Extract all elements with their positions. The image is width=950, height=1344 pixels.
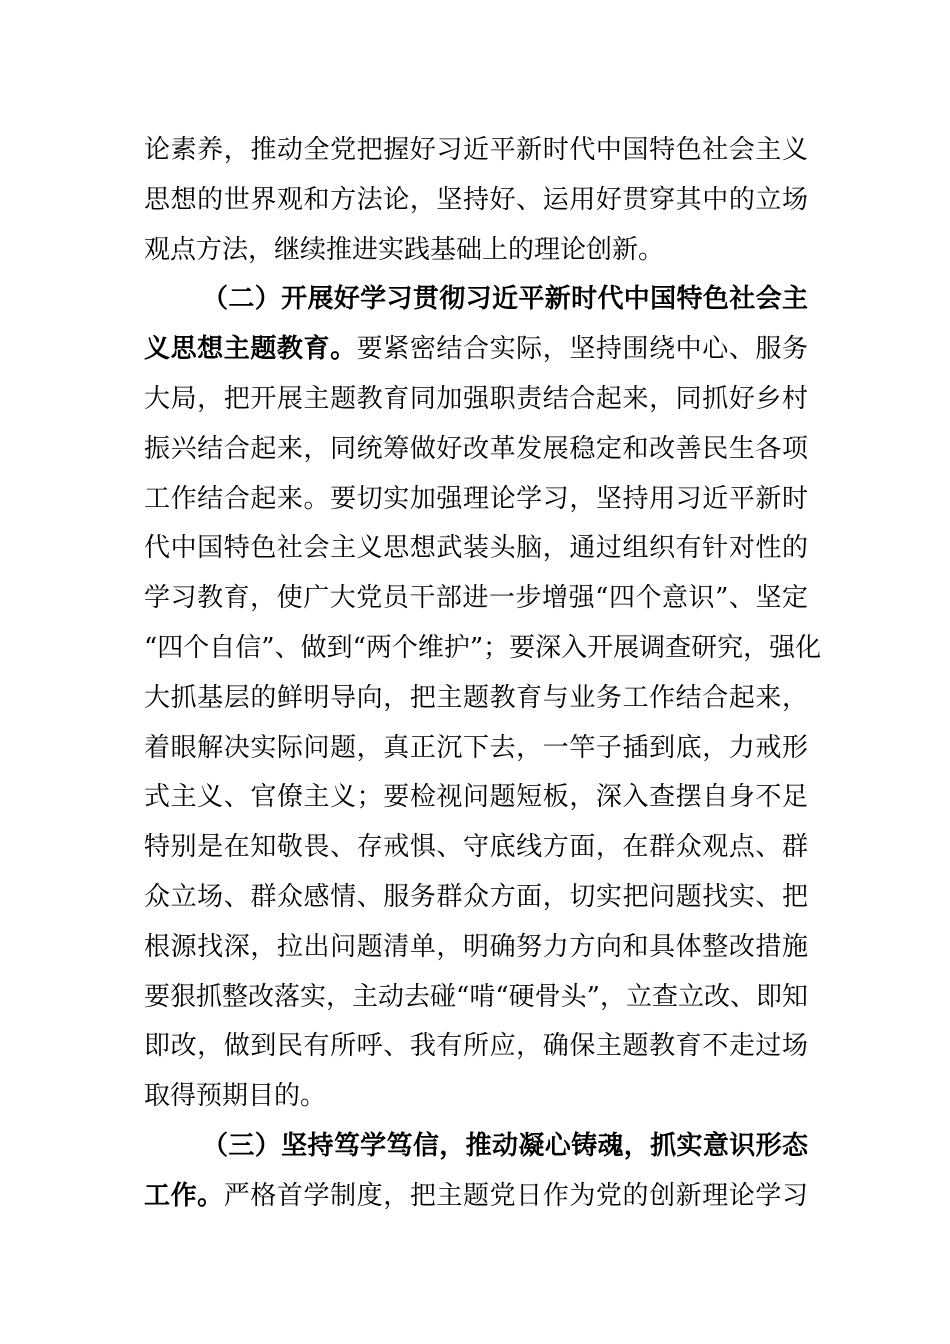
section-heading-line — [144, 275, 808, 325]
section-heading: （三）坚持笃学笃信，推动凝心铸魂，抓实意识形态 — [202, 1130, 808, 1161]
line-text: 学习教育，使广大党员干部进一步增强“四个意识”、坚定 — [144, 583, 808, 614]
text-line — [144, 674, 808, 724]
line-text: 特别是在知敬畏、存戒惧、守底线方面，在群众观点、群 — [144, 832, 808, 863]
section-heading-line — [144, 1122, 808, 1172]
line-text: 思想的世界观和方法论，坚持好、运用好贯穿其中的立场 — [144, 184, 808, 215]
text-line — [144, 176, 808, 226]
line-text: 即改，做到民有所呼、我有所应，确保主题教育不走过场 — [144, 1031, 808, 1062]
text-line — [144, 624, 822, 674]
line-text: 取得预期目的。 — [144, 1081, 327, 1112]
line-text: 大局，把开展主题教育同加强职责结合起来，同抓好乡村 — [144, 383, 808, 414]
body-text — [144, 126, 822, 1222]
line-text: 式主义、官僚主义；要检视问题短板，深入查摆自身不足 — [144, 782, 808, 813]
section-heading: （二）开展好学习贯彻习近平新时代中国特色社会主 — [202, 284, 808, 315]
line-text: 要狠抓整改落实，主动去碰“啃“硬骨头”，立查立改、即知 — [144, 981, 808, 1012]
text-line — [144, 574, 808, 624]
text-line — [144, 1172, 808, 1222]
line-text: 代中国特色社会主义思想武装头脑，通过组织有针对性的 — [144, 533, 808, 564]
line-text: “四个自信”、做到“两个维护”；要深入开展调查研究，强化 — [144, 632, 822, 663]
text-line — [144, 475, 808, 525]
line-text: 严格首学制度，把主题党日作为党的创新理论学习 — [223, 1180, 808, 1211]
line-text: 大抓基层的鲜明导向，把主题教育与业务工作结合起来， — [144, 682, 808, 713]
text-line — [144, 524, 808, 574]
line-text: 着眼解决实际问题，真正沉下去，一竿子插到底，力戒形 — [144, 732, 808, 763]
line-text: 工作结合起来。要切实加强理论学习，坚持用习近平新时 — [144, 483, 808, 514]
text-line — [144, 923, 808, 973]
line-text: 观点方法，继续推进实践基础上的理论创新。 — [144, 234, 665, 265]
text-line — [144, 1072, 808, 1122]
text-line — [144, 375, 808, 425]
text-line — [144, 126, 808, 176]
text-line — [144, 425, 808, 475]
text-line — [144, 1022, 808, 1072]
line-text: 众立场、群众感情、服务群众方面，切实把问题找实、把 — [144, 881, 808, 912]
section-heading: 工作。 — [144, 1180, 224, 1211]
text-line — [144, 325, 808, 375]
line-text: 要紧密结合实际，坚持围绕中心、服务 — [356, 334, 808, 365]
text-line — [144, 973, 808, 1023]
line-text: 振兴结合起来，同统筹做好改革发展稳定和改善民生各项 — [144, 433, 808, 464]
text-line — [144, 873, 808, 923]
line-text: 论素养，推动全党把握好习近平新时代中国特色社会主义 — [144, 135, 808, 165]
text-line — [144, 724, 808, 774]
text-line — [144, 773, 808, 823]
text-line — [144, 823, 808, 873]
section-heading: 义思想主题教育。 — [144, 334, 357, 365]
line-text: 根源找深，拉出问题清单，明确努力方向和具体整改措施 — [144, 931, 808, 962]
text-line — [144, 226, 808, 276]
